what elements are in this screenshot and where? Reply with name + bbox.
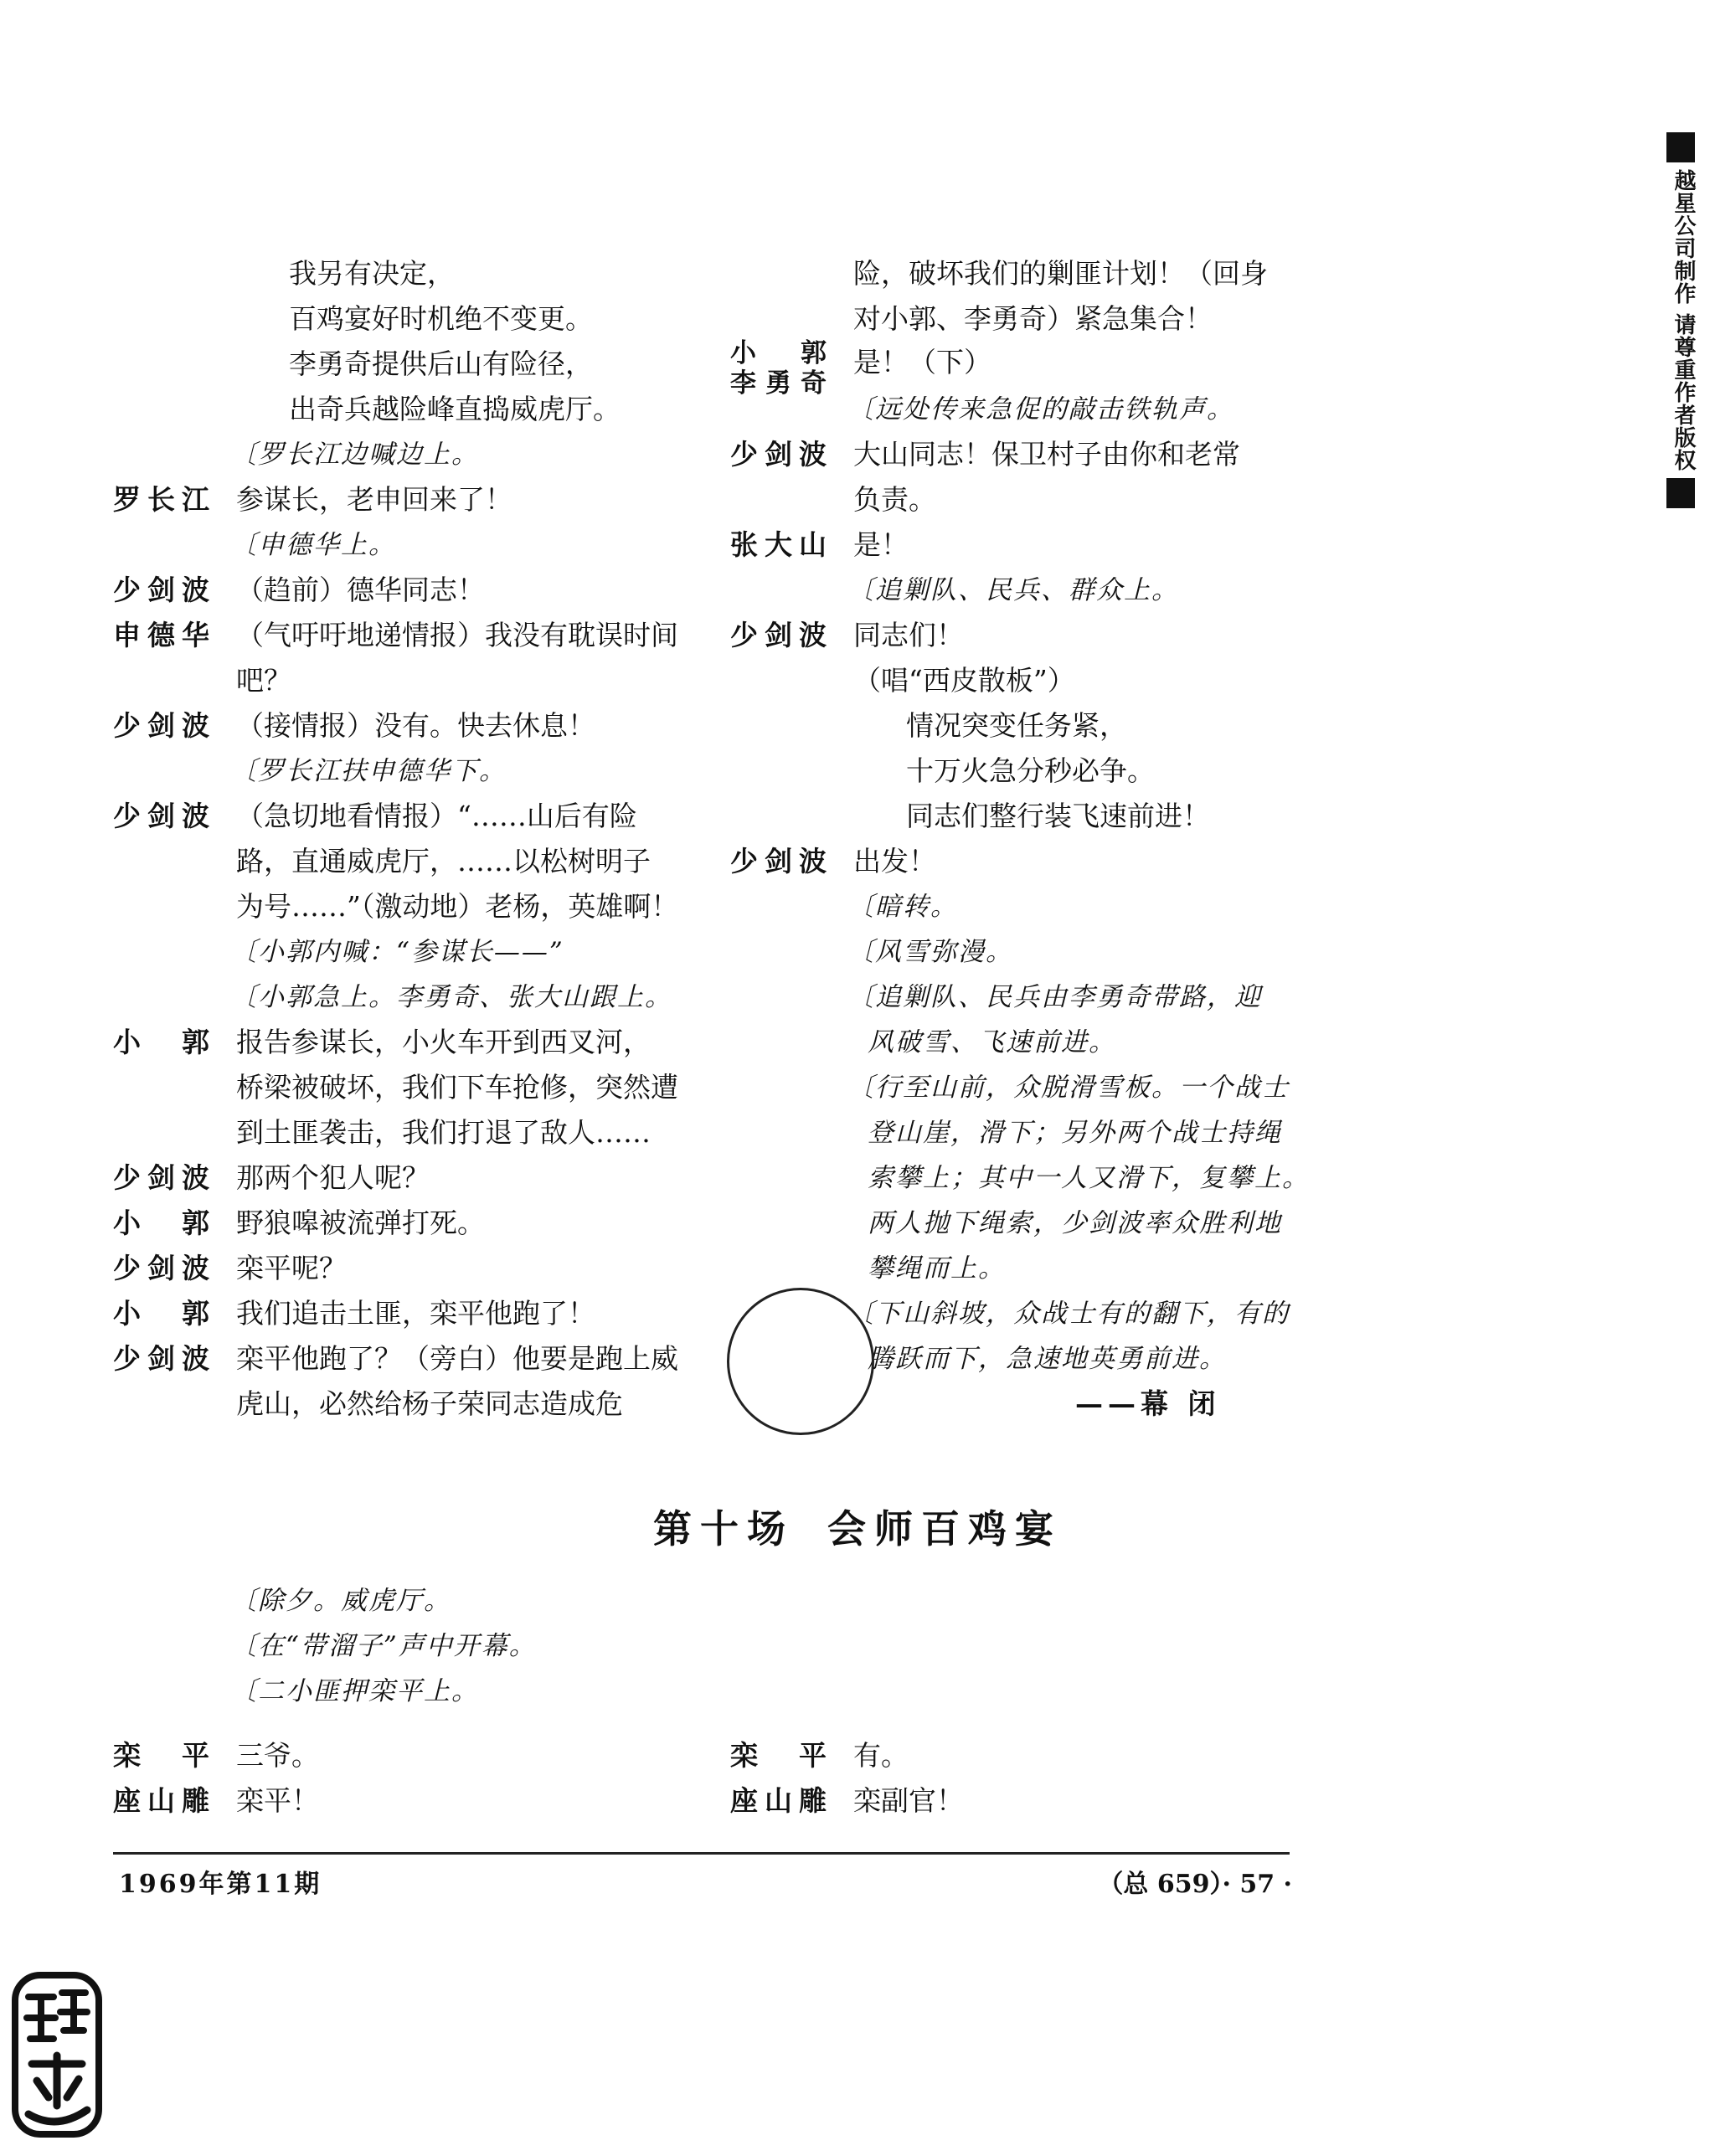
dialogue-text: 栾副官！	[853, 1784, 964, 1817]
script-line	[730, 884, 1300, 929]
dialogue-line	[730, 1733, 1316, 1778]
dialogue-text: 参谋长，老申回来了！	[236, 483, 512, 516]
dialogue-continuation: 吧？	[236, 664, 291, 697]
script-line	[730, 613, 1300, 658]
script-line	[113, 1246, 682, 1291]
bar-top	[1666, 132, 1695, 162]
speaker: 罗长江	[113, 483, 209, 516]
stage-direction: 〔申德华上。	[230, 530, 396, 560]
script-line	[113, 1291, 682, 1336]
verse-line: 情况突变任务紧，	[906, 709, 1127, 742]
script-line	[113, 884, 682, 929]
dialogue-text: 栾平他跑了？（旁白）他要是跑上威	[236, 1342, 678, 1375]
speaker: 申德华	[113, 619, 209, 651]
stage-direction-continuation: 两人抛下绳索，少剑波率众胜利地	[868, 1208, 1282, 1238]
speaker: 少剑波	[730, 619, 827, 651]
script-line	[730, 251, 1300, 296]
speaker: 少剑波	[113, 1161, 209, 1194]
verse-line: 出奇兵越险峰直捣威虎厅。	[289, 393, 621, 425]
dialogue-continuation: 路，直通威虎厅，……以松树明子	[236, 845, 651, 877]
script-line	[730, 1020, 1300, 1065]
speaker: 小郭	[113, 1297, 209, 1330]
script-line	[730, 1246, 1300, 1291]
script-line	[113, 749, 682, 794]
dialogue-text: 报告参谋长，小火车开到西叉河，	[236, 1026, 651, 1058]
stage-direction-continuation: 登山崖，滑下；另外两个战士持绳	[868, 1118, 1282, 1148]
script-line	[730, 839, 1300, 884]
stage-direction: 〔追剿队、民兵由李勇奇带路，迎	[847, 982, 1262, 1012]
scene-name: 会师百鸡宴	[827, 1506, 1062, 1551]
bar-bottom	[1666, 478, 1695, 508]
seal-stamp-icon	[12, 1972, 104, 2139]
speaker: 少剑波	[113, 574, 209, 606]
script-line	[730, 522, 1300, 568]
script-line	[113, 1110, 682, 1155]
dialogue-text: 栾平呢？	[236, 1252, 347, 1284]
dialogue-text: 大山同志！保卫村子由你和老常	[853, 438, 1240, 471]
dialogue-text: （急切地看情报）“……山后有险	[236, 800, 637, 832]
script-line	[113, 975, 682, 1020]
script-line	[113, 296, 682, 342]
dialogue-text: 栾平！	[236, 1784, 319, 1817]
right-column	[730, 251, 1310, 1427]
dialogue-text: 是！（下）	[853, 346, 991, 378]
speaker: 少剑波	[113, 1342, 209, 1375]
stage-direction: 〔在“带溜子”声中开幕。	[230, 1631, 537, 1661]
script-line	[730, 749, 1300, 794]
speaker: 少剑波	[113, 1252, 209, 1284]
dialogue-text: （接情报）没有。快去休息！	[236, 709, 595, 742]
script-line	[730, 1155, 1310, 1201]
stage-direction: 〔小郭内喊：“参谋长——”	[230, 937, 564, 967]
verse-line: 百鸡宴好时机绝不变更。	[289, 302, 593, 335]
stage-direction-continuation: 攀绳而上。	[868, 1253, 1006, 1284]
stage-direction: 〔除夕。威虎厅。	[230, 1586, 451, 1616]
stage-direction: 〔罗长江边喊边上。	[230, 440, 479, 470]
script-line	[113, 839, 682, 884]
verse-line: 同志们整行装飞速前进！	[906, 800, 1210, 832]
verse-line: 十万火急分秒必争。	[906, 754, 1155, 787]
script-line	[730, 432, 1300, 477]
script-line	[730, 296, 1300, 342]
dialogue-continuation: （唱“西皮散板”）	[853, 664, 1075, 697]
stage-direction: 〔追剿队、民兵、群众上。	[847, 575, 1179, 605]
scene-number: 第十场	[653, 1506, 794, 1551]
speaker: 少剑波	[730, 438, 827, 471]
script-line	[113, 432, 682, 477]
stage-direction: 〔行至山前，众脱滑雪板。一个战士	[847, 1073, 1290, 1103]
dialogue-line	[113, 1778, 699, 1824]
stage-direction-continuation: 腾跃而下，急速地英勇前进。	[868, 1344, 1227, 1374]
script-line	[730, 703, 1300, 749]
scene-title	[0, 1499, 1715, 1554]
circle-mark	[727, 1288, 874, 1435]
dialogue-line	[113, 1733, 699, 1778]
speaker: 栾平	[730, 1739, 827, 1772]
scene-stage-directions	[230, 1578, 537, 1714]
script-line	[113, 613, 682, 658]
dialogue-continuation: 为号……”（激动地）老杨，英雄啊！	[236, 890, 679, 923]
dialogue-continuation: 到土匪袭击，我们打退了敌人……	[236, 1116, 651, 1149]
dialogue-continuation: 险，破坏我们的剿匪计划！（回身	[853, 257, 1268, 290]
page-number: （总 659）· 57 ·	[1098, 1870, 1292, 1899]
script-line	[730, 929, 1300, 975]
dialogue-continuation: 虎山，必然给杨子荣同志造成危	[236, 1387, 623, 1420]
script-line	[730, 975, 1300, 1020]
stage-direction: 〔小郭急上。李勇奇、张大山跟上。	[230, 982, 672, 1012]
script-line	[730, 1110, 1300, 1155]
dialogue-text: 有。	[853, 1739, 909, 1772]
verse-line: 我另有决定，	[289, 257, 455, 290]
stage-direction: 〔罗长江扶申德华下。	[230, 756, 507, 786]
script-line	[113, 477, 682, 522]
footer-rule	[113, 1852, 1290, 1855]
stage-direction: 〔远处传来急促的敲击铁轨声。	[847, 394, 1234, 425]
curtain-close: ——幕 闭	[1075, 1387, 1221, 1420]
script-line	[113, 1336, 682, 1382]
script-line	[113, 1155, 682, 1201]
dialogue-text: （趋前）德华同志！	[236, 574, 485, 606]
script-line	[730, 477, 1300, 522]
dialogue-text: 我们追击土匪，栾平他跑了！	[236, 1297, 595, 1330]
stage-direction-continuation: 索攀上；其中一人又滑下，复攀上。	[868, 1163, 1310, 1193]
speaker: 李勇奇	[730, 368, 827, 399]
script-line	[113, 794, 682, 839]
speaker: 小郭	[113, 1207, 209, 1239]
script-line	[730, 387, 1300, 432]
dialogue-text: 野狼嗥被流弹打死。	[236, 1207, 485, 1239]
speaker: 栾平	[113, 1739, 209, 1772]
dialogue-text: （气吁吁地递情报）我没有耽误时间	[236, 619, 678, 651]
stage-direction: 〔二小匪押栾平上。	[230, 1676, 479, 1706]
script-line	[113, 387, 682, 432]
speaker: 少剑波	[113, 709, 209, 742]
dialogue-continuation: 负责。	[853, 483, 936, 516]
verse-line: 李勇奇提供后山有险径，	[289, 347, 593, 380]
script-line	[113, 1382, 682, 1427]
dialogue-continuation: 桥梁被破坏，我们下车抢修，突然遭	[236, 1071, 678, 1104]
speaker: 少剑波	[113, 800, 209, 832]
speaker: 张大山	[730, 528, 827, 561]
script-line	[730, 568, 1300, 613]
script-line	[113, 342, 682, 387]
script-line	[730, 338, 1300, 399]
script-line	[113, 522, 682, 568]
dialogue-continuation: 对小郭、李勇奇）紧急集合！	[853, 302, 1213, 335]
speaker: 座山雕	[113, 1784, 209, 1817]
script-line	[113, 251, 682, 296]
dialogue-line	[730, 1778, 1316, 1824]
script-line	[113, 658, 682, 703]
script-line	[113, 703, 682, 749]
script-line	[113, 1201, 682, 1246]
side-watermark	[1666, 132, 1695, 508]
script-line	[113, 929, 682, 975]
script-line	[730, 1201, 1300, 1246]
left-column	[113, 251, 682, 1427]
bottom-right-dialogue	[730, 1733, 1316, 1824]
speaker: 小郭	[730, 338, 827, 368]
dialogue-text: 同志们！	[853, 619, 964, 651]
script-line	[113, 568, 682, 613]
dialogue-text: 三爷。	[236, 1739, 319, 1772]
speaker: 少剑波	[730, 845, 827, 877]
stage-direction: 〔暗转。	[847, 892, 958, 922]
dialogue-text: 那两个犯人呢？	[236, 1161, 430, 1194]
script-line	[113, 1020, 682, 1065]
speaker: 座山雕	[730, 1784, 827, 1817]
script-line	[113, 1065, 682, 1110]
dialogue-text: 是！	[853, 528, 909, 561]
script-line	[730, 658, 1300, 703]
stage-direction: 〔风雪弥漫。	[847, 937, 1013, 967]
script-line	[730, 1065, 1300, 1110]
speaker: 小郭	[113, 1026, 209, 1058]
issue-label: 1969年第11期	[119, 1870, 322, 1899]
dialogue-text: 出发！	[853, 845, 936, 877]
stage-direction-continuation: 风破雪、飞速前进。	[868, 1027, 1116, 1057]
copyright-note: 越星公司制作 请尊重作者版权	[1671, 169, 1696, 472]
script-line	[730, 794, 1300, 839]
bottom-left-dialogue	[113, 1733, 699, 1824]
stage-direction: 〔下山斜坡，众战士有的翻下，有的	[847, 1299, 1290, 1329]
